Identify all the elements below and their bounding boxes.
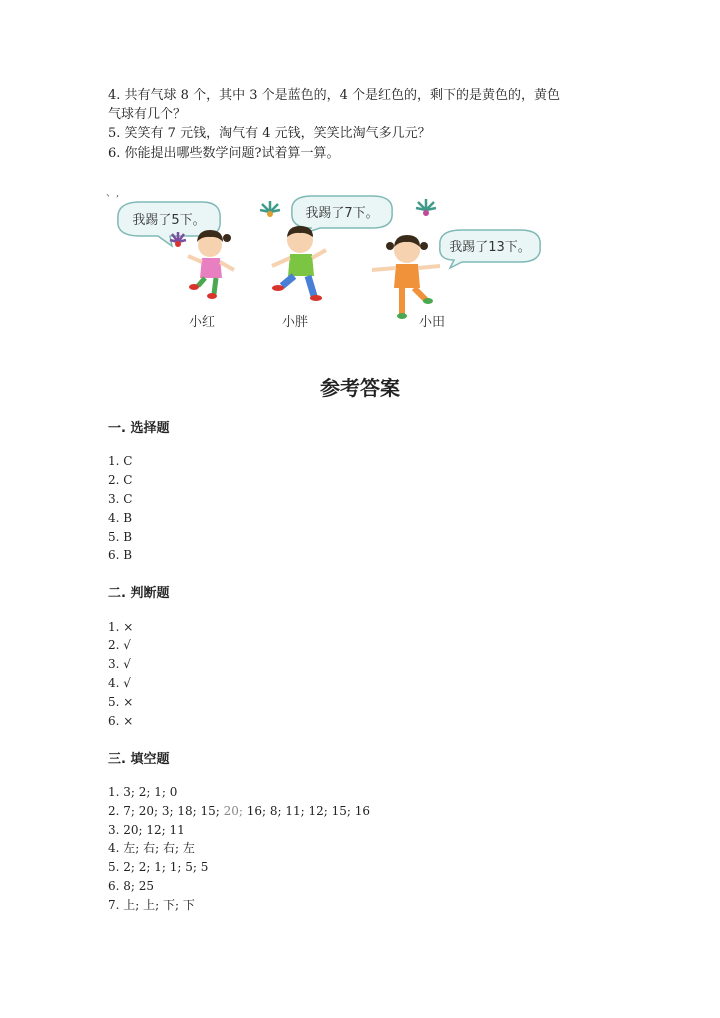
kids-shuttlecock-illustration <box>110 190 550 340</box>
answer-item: 3. √ <box>108 657 131 671</box>
bubble-text-xiaotian: 我踢了13下。 <box>449 240 531 255</box>
answer-item: 3. C <box>108 492 133 506</box>
answer-item: 5. B <box>108 530 133 544</box>
name-label-xiaohong: 小红 <box>188 315 216 330</box>
question-4-line-1: 4. 共有气球 8 个，其中 3 个是蓝色的，4 个是红色的，剩下的是黄色的，黄色 <box>108 88 561 103</box>
section-title-true-false: 二. 判断题 <box>108 586 170 601</box>
shuttlecock-icon <box>260 201 280 217</box>
section-title-multiple-choice: 一. 选择题 <box>108 421 170 436</box>
boy-xiaopang-figure <box>272 226 326 301</box>
answer-item: 1. C <box>108 454 133 468</box>
answer-item: 4. 左; 右; 右; 左 <box>108 841 195 855</box>
answer-item: 4. B <box>108 511 133 525</box>
answer-item: 1. 3; 2; 1; 0 <box>108 785 178 799</box>
name-label-xiaopang: 小胖 <box>281 315 309 330</box>
answer-item: 2. √ <box>108 638 131 652</box>
answer-item: 4. √ <box>108 676 131 690</box>
answer-item-part: 2. 7; 20; 3; 18; 15; <box>108 804 220 818</box>
question-5: 5. 笑笑有 7 元钱，淘气有 4 元钱，笑笑比淘气多几元？ <box>108 126 431 141</box>
answer-item-part: 16; 8; 11; 12; 15; 16 <box>242 804 371 818</box>
question-6: 6. 你能提出哪些数学问题?试着算一算。 <box>108 146 340 161</box>
section-title-fill-in: 三. 填空题 <box>108 752 170 767</box>
girl-xiaotian-figure <box>372 235 440 319</box>
answer-item <box>108 802 370 820</box>
answer-item: 7. 上; 上; 下; 下 <box>108 898 195 912</box>
name-label-xiaotian: 小田 <box>418 315 446 330</box>
answer-item: 6. × <box>108 714 134 728</box>
answer-item: 1. × <box>108 620 134 634</box>
bubble-text-xiaopang: 我踢了7下。 <box>305 206 379 221</box>
answer-item: 5. 2; 2; 1; 1; 5; 5 <box>108 860 209 874</box>
answer-item-gray-part: 20; <box>219 804 243 818</box>
bubble-text-xiaohong: 我踢了5下。 <box>132 213 206 228</box>
answer-item: 6. B <box>108 548 133 562</box>
shuttlecock-icon <box>416 199 436 216</box>
speech-bubble-xiaotian <box>440 230 540 268</box>
stray-mark: 、, <box>106 188 120 199</box>
girl-xiaohong-figure <box>188 230 234 299</box>
answer-item: 2. C <box>108 473 133 487</box>
answer-key-title: 参考答案 <box>320 376 400 400</box>
answer-item: 5. × <box>108 695 134 709</box>
answer-item: 6. 8; 25 <box>108 879 155 893</box>
answer-item: 3. 20; 12; 11 <box>108 823 185 837</box>
question-4-line-2: 气球有几个？ <box>108 107 187 122</box>
